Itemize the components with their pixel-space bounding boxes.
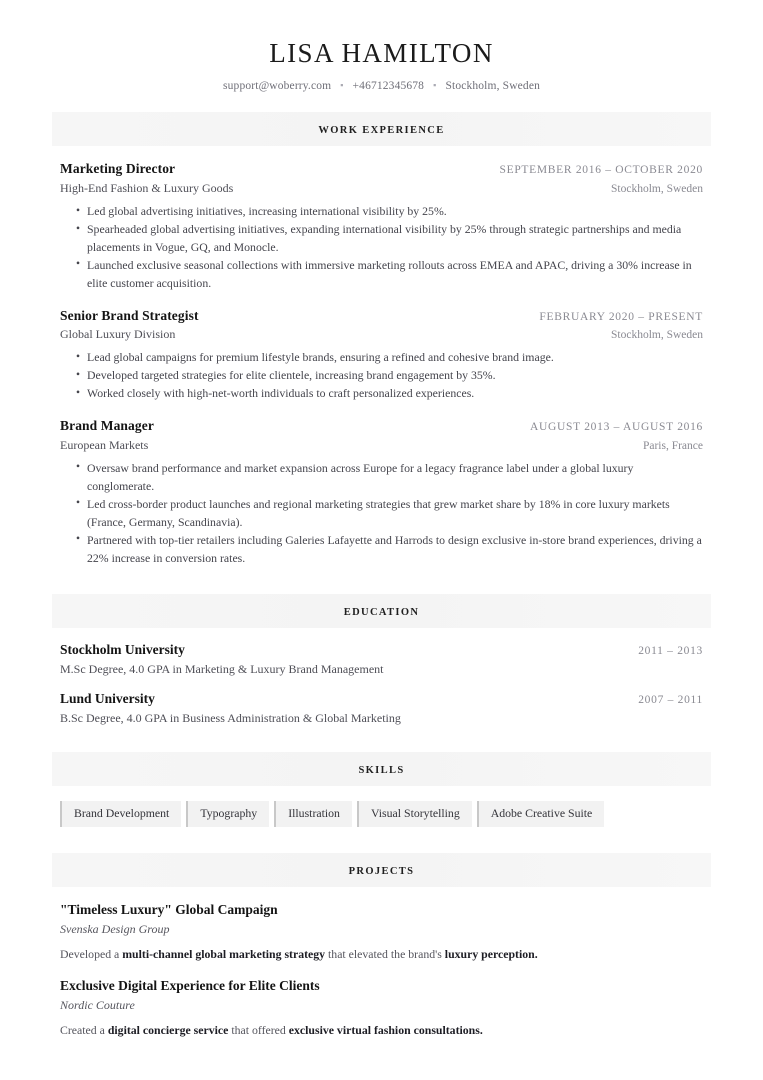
- experience-entry-subheader: [60, 180, 703, 196]
- section-projects: [0, 853, 763, 1040]
- project-entry: [60, 887, 703, 963]
- experience-location: Stockholm, Sweden: [611, 329, 703, 342]
- project-description-emphasis: multi-channel global marketing strategy: [122, 946, 326, 961]
- experience-bullet: • Led cross-border product launches and regional marketing strategies that grew market share by 18% in core luxury markets (France, Germany, Scandinavia).: [76, 496, 703, 532]
- section-band-education: [52, 594, 711, 628]
- experience-entry: [60, 146, 703, 292]
- education-entries: [52, 628, 711, 726]
- skill-chip[interactable]: Adobe Creative Suite: [477, 801, 605, 827]
- experience-job-title: Senior Brand Strategist: [60, 307, 199, 323]
- contact-location: Stockholm, Sweden: [445, 80, 540, 93]
- education-entry: [60, 677, 703, 726]
- experience-bullet: • Led global advertising initiatives, increasing international visibility by 25%.: [76, 203, 703, 221]
- experience-bullet: • Developed targeted strategies for elite clientele, increasing brand engagement by 35%.: [76, 367, 703, 385]
- section-education: [0, 594, 763, 726]
- experience-job-title: Marketing Director: [60, 161, 176, 177]
- experience-location: Paris, France: [642, 439, 703, 452]
- contact-separator-icon: ▪: [433, 80, 437, 91]
- project-entries: [52, 887, 711, 1040]
- experience-bullet-list: [60, 460, 703, 568]
- candidate-name: LISA HAMILTON: [269, 38, 494, 68]
- skill-chip[interactable]: Illustration: [274, 801, 352, 827]
- skills-body: [52, 786, 711, 827]
- experience-bullet: • Partnered with top-tier retailers including Galeries Lafayette and Harrods to design exclusive in-store brand experiences, driving a 22% increase in conversion rates.: [76, 532, 703, 568]
- project-title: "Timeless Luxury" Global Campaign: [60, 901, 278, 917]
- skills-chip-row: [60, 786, 703, 827]
- education-entry-header: [60, 691, 703, 707]
- work-entries: [52, 146, 711, 567]
- project-description: [60, 946, 703, 964]
- section-band-skills: [52, 752, 711, 786]
- contact-email[interactable]: support@woberry.com: [223, 80, 332, 93]
- section-work-experience: [0, 112, 763, 567]
- section-band-projects: [52, 853, 711, 887]
- experience-bullet: • Spearheaded global advertising initiatives, expanding international visibility by 25% through strategic partnerships and media placements in Vogue, GQ, and Monocle.: [76, 221, 703, 257]
- education-degree: B.Sc Degree, 4.0 GPA in Business Administration & Global Marketing: [60, 710, 401, 725]
- project-description-text: that elevated the brand's: [325, 946, 445, 961]
- experience-location: Stockholm, Sweden: [611, 182, 703, 195]
- skill-chip[interactable]: Brand Development: [60, 801, 181, 827]
- project-description-emphasis: luxury perception.: [444, 946, 538, 961]
- skill-chip[interactable]: Typography: [186, 801, 269, 827]
- project-description-emphasis: exclusive virtual fashion consultations.: [288, 1023, 483, 1038]
- experience-bullet-list: [60, 349, 703, 403]
- project-organization: Nordic Couture: [60, 997, 135, 1012]
- skill-chip[interactable]: Visual Storytelling: [357, 801, 472, 827]
- contact-phone[interactable]: +46712345678: [352, 80, 425, 93]
- project-description-text: Created a: [60, 1023, 108, 1038]
- experience-dates: AUGUST 2013 – AUGUST 2016: [530, 421, 703, 434]
- section-title-skills: SKILLS: [358, 764, 405, 776]
- experience-bullet: • Worked closely with high-net-worth individuals to craft personalized experiences.: [76, 385, 703, 403]
- project-description-text: Developed a: [60, 946, 123, 961]
- project-description-emphasis: digital concierge service: [107, 1023, 229, 1038]
- experience-dates: SEPTEMBER 2016 – OCTOBER 2020: [499, 164, 703, 177]
- section-title-projects: PROJECTS: [348, 865, 415, 877]
- contact-separator-icon: ▪: [340, 80, 344, 91]
- project-description-text: that offered: [228, 1023, 289, 1038]
- experience-entry-subheader: [60, 437, 703, 453]
- project-description: [60, 1022, 703, 1040]
- experience-organization: European Markets: [60, 437, 149, 452]
- experience-entry-header: [60, 417, 703, 435]
- resume-header: [0, 0, 763, 92]
- project-organization: Svenska Design Group: [60, 921, 170, 936]
- contact-line: [52, 80, 711, 92]
- project-title: Exclusive Digital Experience for Elite Clients: [60, 978, 320, 994]
- education-school: Lund University: [60, 690, 155, 706]
- education-entry: [60, 628, 703, 677]
- section-skills: [0, 752, 763, 827]
- education-entry-header: [60, 642, 703, 658]
- experience-organization: High-End Fashion & Luxury Goods: [60, 180, 234, 195]
- experience-entry-subheader: [60, 326, 703, 342]
- section-title-work: WORK EXPERIENCE: [318, 125, 445, 137]
- experience-entry: [60, 403, 703, 567]
- experience-entry-header: [60, 160, 703, 178]
- section-title-education: EDUCATION: [343, 606, 420, 618]
- experience-bullet: • Lead global campaigns for premium lifestyle brands, ensuring a refined and cohesive brand image.: [76, 349, 703, 367]
- experience-bullet-list: [60, 203, 703, 293]
- section-band-work: [52, 112, 711, 146]
- education-years: 2007 – 2011: [638, 693, 703, 706]
- experience-bullet: • Launched exclusive seasonal collections with immersive marketing rollouts across EMEA and APAC, driving a 30% increase in elite customer acquisition.: [76, 257, 703, 293]
- experience-entry-header: [60, 307, 703, 325]
- project-entry: [60, 963, 703, 1039]
- experience-bullet: • Oversaw brand performance and market expansion across Europe for a legacy fragrance label under a global luxury conglomerate.: [76, 460, 703, 496]
- experience-organization: Global Luxury Division: [60, 327, 176, 342]
- education-degree: M.Sc Degree, 4.0 GPA in Marketing & Luxury Brand Management: [60, 661, 384, 676]
- education-school: Stockholm University: [60, 641, 185, 657]
- experience-entry: [60, 293, 703, 404]
- education-years: 2011 – 2013: [638, 644, 703, 657]
- experience-dates: FEBRUARY 2020 – PRESENT: [539, 310, 703, 323]
- experience-job-title: Brand Manager: [60, 418, 154, 434]
